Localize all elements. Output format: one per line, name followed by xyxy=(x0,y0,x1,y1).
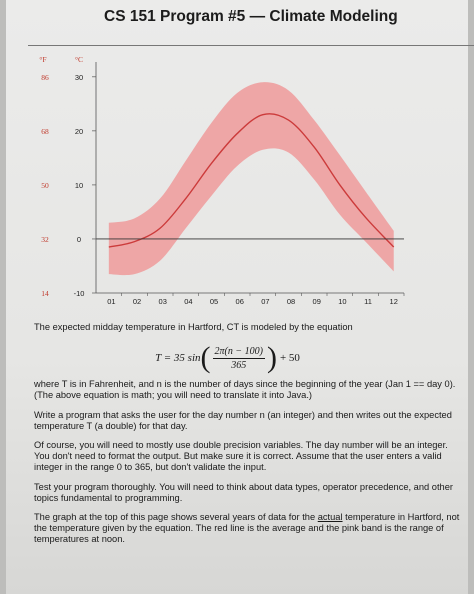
month-tick-label: 06 xyxy=(235,297,244,306)
assignment-text xyxy=(34,322,464,554)
right-paren: ) xyxy=(266,341,277,375)
document-page xyxy=(6,0,468,594)
month-tick-label: 10 xyxy=(338,297,347,306)
fahrenheit-unit-label: °F xyxy=(39,55,47,64)
celsius-tick-label: -10 xyxy=(73,289,85,298)
month-tick-label: 01 xyxy=(107,297,116,306)
month-tick-label: 02 xyxy=(132,297,142,306)
celsius-tick-label: 0 xyxy=(76,234,82,244)
month-tick-label: 05 xyxy=(209,297,219,306)
month-tick-label: 11 xyxy=(364,297,372,306)
paragraph-graph-note xyxy=(34,512,464,546)
graph-note-actual: actual xyxy=(317,512,343,523)
equation-fraction xyxy=(213,346,265,371)
temperature-range-band xyxy=(109,82,394,275)
page-title: CS 151 Program #5 — Climate Modeling xyxy=(104,8,398,25)
celsius-unit-label: °C xyxy=(74,55,84,64)
paragraph-testing: Test your program thoroughly. You will need to think about data types, operator precedence, and other topics fundamental to programming. xyxy=(34,481,453,503)
fahrenheit-tick-label: 68 xyxy=(41,126,49,136)
intro-paragraph: The expected midday temperature in Hartford, CT is modeled by the equation xyxy=(34,322,353,332)
celsius-tick-label: 10 xyxy=(74,180,84,190)
temperature-equation xyxy=(34,341,464,375)
equation-rhs: + 50 xyxy=(279,351,300,364)
month-tick-label: 04 xyxy=(184,297,193,306)
equation-lhs: T = 35 sin xyxy=(155,351,201,364)
celsius-tick-label: 30 xyxy=(74,72,84,82)
paragraph-task: Write a program that asks the user for the day number n (an integer) and then writes out the expected temperature T (a double) for that day. xyxy=(34,409,452,431)
temperature-chart xyxy=(6,48,468,318)
fahrenheit-tick-label: 50 xyxy=(41,180,49,190)
equation-numerator: 2π(n − 100) xyxy=(213,346,265,359)
fahrenheit-tick-label: 32 xyxy=(41,234,49,244)
graph-note-b: temperature in Hartford, not the temperature given by the equation. The red line is the average and the pink band is the range of temperatures at noon. xyxy=(34,512,460,545)
month-tick-label: 03 xyxy=(158,297,167,306)
title-rule xyxy=(28,45,474,46)
fahrenheit-tick-label: 86 xyxy=(41,72,49,82)
paragraph-variables: where T is in Fahrenheit, and n is the number of days since the beginning of the year (Jan 1 == day 0). (The above equation is math; you will need to translate it into Java.) xyxy=(34,379,456,401)
paragraph-precision: Of course, you will need to mostly use double precision variables. The day number will be an integer. You don't need to format the output. But make sure it is correct. Assume that the user enters a valid integer in the range 0 to 365, but don't validate the input. xyxy=(34,440,448,473)
month-tick-label: 07 xyxy=(261,297,270,306)
month-tick-label: 08 xyxy=(286,297,296,306)
celsius-tick-label: 20 xyxy=(74,126,84,136)
left-paren: ( xyxy=(200,341,211,375)
graph-note-a: The graph at the top of this page shows several years of data for the xyxy=(34,512,318,523)
equation-denominator: 365 xyxy=(231,359,247,371)
fahrenheit-tick-label: 14 xyxy=(41,289,49,298)
month-tick-label: 12 xyxy=(389,297,398,306)
month-tick-label: 09 xyxy=(312,297,321,306)
